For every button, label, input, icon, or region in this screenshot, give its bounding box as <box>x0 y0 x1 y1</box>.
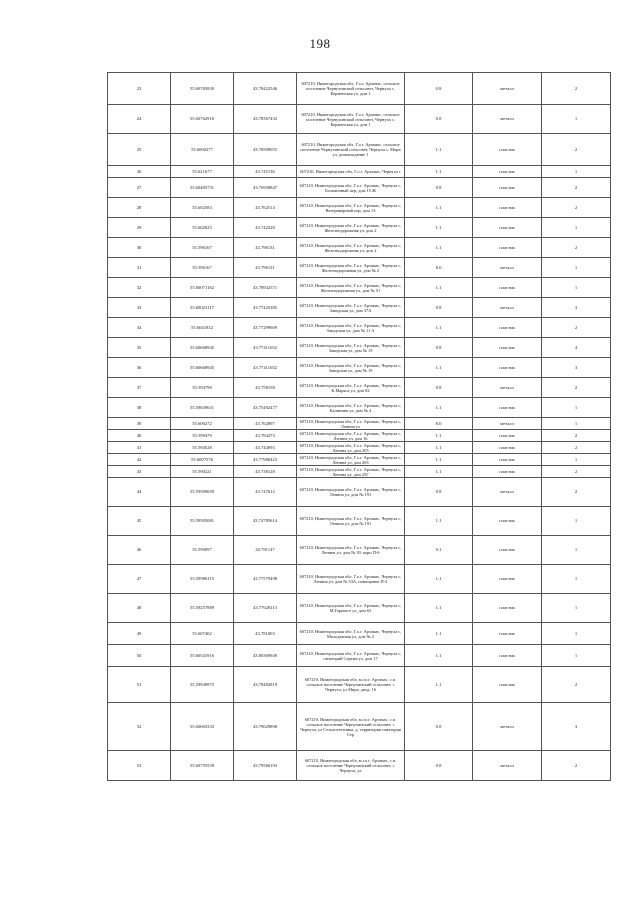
address-cell: 607210, Нижегородская обл, м.г.о.г. Арзамас, с.п. сельское поселение Чернухинский сельсовет, с Чернуха, ул Мира, двлд. 16 <box>297 667 405 703</box>
address-cell: 607210, Нижегородская обл, Г.о.г. Арзамас, сельское поселение Чернухинский сельсовет, Чернуха с, Керженская ул, дом 1 <box>297 105 405 134</box>
latitude-cell: 55.594799 <box>171 378 234 398</box>
table-row <box>108 623 611 645</box>
address-cell: 607210, Нижегородская обл, Г.о.г. Арзамас, Чернуха с, К.Маркса ул, дом 82 <box>297 378 405 398</box>
material-cell: пластик <box>473 198 542 218</box>
row-number: 44 <box>108 478 171 507</box>
volume-cell: 0.1 <box>405 536 473 565</box>
latitude-cell: 55.60405731 <box>171 178 234 198</box>
count-cell: 4 <box>542 338 611 358</box>
row-number: 25 <box>108 134 171 166</box>
volume-cell: 1.1 <box>405 466 473 478</box>
latitude-cell: 55.596167 <box>171 238 234 258</box>
material-cell: пластик <box>473 218 542 238</box>
longitude-cell: 43.77425385 <box>234 298 297 318</box>
address-cell: 607210, Нижегородская обл, Г.о.г. Арзамас, Чернуха с, Калинина ул, дом № 4 <box>297 398 405 418</box>
count-cell: 2 <box>542 134 611 166</box>
longitude-cell: 43.77411652 <box>234 358 297 378</box>
table-row <box>108 238 611 258</box>
address-cell: 607210, Нижегородская обл, Г.о.г. Арзамас, Чернуха с, Ленина ул, дом 203 <box>297 442 405 454</box>
volume-cell: 1.1 <box>405 198 473 218</box>
longitude-cell: 43.78482819 <box>234 667 297 703</box>
row-number: 26 <box>108 166 171 178</box>
address-cell: 607210, Нижегородская обл, Г.о.г. Арзамас, Чернуха с, Железнодорожная ул, дом 2 <box>297 238 405 258</box>
volume-cell: 0.8 <box>405 751 473 781</box>
address-cell: 607210, Нижегородская обл, Г.о.г. Арзамас, Чернуха с, Железнодорожная ул, дом № 2 <box>297 258 405 278</box>
volume-cell: 1.1 <box>405 645 473 667</box>
address-cell: 607210, Нижегородская обл, Г.о.г. Арзамас, Чернуха с, Заводская ул, дом 37А <box>297 298 405 318</box>
count-cell: 2 <box>542 478 611 507</box>
latitude-cell: 55.594528 <box>171 442 234 454</box>
longitude-cell: 43.781003 <box>234 623 297 645</box>
row-number: 24 <box>108 105 171 134</box>
volume-cell: 1.1 <box>405 667 473 703</box>
address-cell: 607210, Нижегородская обл, Г.о.г. Арзамас, Чернуха с, Заводская ул, дом № 19 <box>297 338 405 358</box>
material-cell: пластик <box>473 318 542 338</box>
material-cell: металл <box>473 105 542 134</box>
longitude-cell: 43.747612 <box>234 478 297 507</box>
material-cell: пластик <box>473 507 542 536</box>
count-cell: 1 <box>542 645 611 667</box>
count-cell: 2 <box>542 442 611 454</box>
row-number: 42 <box>108 454 171 466</box>
material-cell: пластик <box>473 338 542 358</box>
material-cell: пластик <box>473 565 542 594</box>
address-cell: 607210, Нижегородская обл, Г.о.г. Арзамас, Чернуха с, Ленина ул, дом № 53А, помещение П-2 <box>297 565 405 594</box>
row-number: 37 <box>108 378 171 398</box>
table-row <box>108 218 611 238</box>
address-cell: 607210, Нижегородская обл, Г.о.г. Арзамас, Чернуха с, Ленина ул, дом № 191 <box>297 507 405 536</box>
volume-cell: 8.0 <box>405 418 473 430</box>
material-cell: пластик <box>473 645 542 667</box>
longitude-cell: 43.79566193 <box>234 751 297 781</box>
row-number: 48 <box>108 594 171 623</box>
table-row <box>108 278 611 298</box>
volume-cell: 1.1 <box>405 430 473 442</box>
count-cell: 3 <box>542 358 611 378</box>
latitude-cell: 55.59949875 <box>171 667 234 703</box>
longitude-cell: 43.80369949 <box>234 645 297 667</box>
table-row <box>108 536 611 565</box>
longitude-cell: 43.77579498 <box>234 565 297 594</box>
row-number: 28 <box>108 198 171 218</box>
count-cell: 1 <box>542 398 611 418</box>
volume-cell: 0.8 <box>405 703 473 751</box>
table-row <box>108 507 611 536</box>
latitude-cell: 55.6000277 <box>171 134 234 166</box>
longitude-cell: 43.77628113 <box>234 594 297 623</box>
latitude-cell: 55.60071182 <box>171 278 234 298</box>
longitude-cell: 43.74785614 <box>234 507 297 536</box>
volume-cell: 1.1 <box>405 565 473 594</box>
volume-cell: 8.0 <box>405 258 473 278</box>
address-cell: 607210, Нижегородская обл, Г.о.г. Арзамас, Чернуха с, Ленина ул, дом 16 <box>297 430 405 442</box>
count-cell: 2 <box>542 378 611 398</box>
latitude-cell: 55.60755539 <box>171 751 234 781</box>
count-cell: 1 <box>542 454 611 466</box>
row-number: 36 <box>108 358 171 378</box>
address-cell: 607210, Нижегородская обл, Г.о.г. Арзамас, Чернуха с <box>297 166 405 178</box>
table-row <box>108 298 611 318</box>
longitude-cell: 43.78422546 <box>234 73 297 105</box>
latitude-cell: 55.59257889 <box>171 594 234 623</box>
latitude-cell: 55.59986115 <box>171 565 234 594</box>
latitude-cell: 55.6007576 <box>171 454 234 466</box>
table-row <box>108 318 611 338</box>
material-cell: металл <box>473 378 542 398</box>
longitude-cell: 43.79629898 <box>234 703 297 751</box>
table-body <box>108 73 611 781</box>
count-cell: 1 <box>542 536 611 565</box>
count-cell: 2 <box>542 238 611 258</box>
row-number: 43 <box>108 466 171 478</box>
latitude-cell: 55.602583 <box>171 198 234 218</box>
address-cell: 607210, Нижегородская обл, м.г.о.г. Арзамас, с.п. сельское поселение Чернухинский сельсовет, с Чернуха, ул Сельхозтехника, д. территория санатория Сер <box>297 703 405 751</box>
table-row <box>108 178 611 198</box>
address-cell: 607210, Нижегородская обл, Г.о.г. Арзамас, Чернуха с, Больничный пер, дом 15 Ж <box>297 178 405 198</box>
longitude-cell: 43.796131 <box>234 238 297 258</box>
material-cell: пластик <box>473 166 542 178</box>
address-cell: 607210, Нижегородская обл, Г.о.г. Арзамас, Чернуха с, Ленина ул, дом № 191 <box>297 478 405 507</box>
material-cell: пластик <box>473 358 542 378</box>
volume-cell: 1.1 <box>405 507 473 536</box>
material-cell: металл <box>473 418 542 430</box>
latitude-cell: 55.59509659 <box>171 478 234 507</box>
count-cell: 1 <box>542 218 611 238</box>
address-cell: 607210, Нижегородская обл, Г.о.г. Арзамас, Чернуха с, Молодежная ул, дом № 2 <box>297 623 405 645</box>
longitude-cell: 43.745136 <box>234 166 297 178</box>
row-number: 46 <box>108 536 171 565</box>
longitude-cell: 43.78367433 <box>234 105 297 134</box>
table-row <box>108 258 611 278</box>
row-number: 51 <box>108 667 171 703</box>
count-cell: 1 <box>542 166 611 178</box>
longitude-cell: 43.762514 <box>234 198 297 218</box>
table-row <box>108 565 611 594</box>
latitude-cell: 55.600272 <box>171 418 234 430</box>
table-row <box>108 478 611 507</box>
material-cell: металл <box>473 73 542 105</box>
count-cell: 2 <box>542 466 611 478</box>
table-row <box>108 418 611 430</box>
longitude-cell: 43.738128 <box>234 466 297 478</box>
volume-cell: 0.8 <box>405 178 473 198</box>
volume-cell: 1.1 <box>405 358 473 378</box>
volume-cell: 1.1 <box>405 594 473 623</box>
material-cell: пластик <box>473 536 542 565</box>
count-cell: 2 <box>542 667 611 703</box>
row-number: 40 <box>108 430 171 442</box>
address-cell: 607210, Нижегородская обл, Г.о.г. Арзамас, сельское поселение Чернухинский сельсовет, Чернуха с, Мира ул, домовладение 1 <box>297 134 405 166</box>
row-number: 33 <box>108 298 171 318</box>
address-cell: 607210, Нижегородская обл, Г.о.г. Арзамас, Чернуха с, Ленина ул <box>297 418 405 430</box>
longitude-cell: 43.77299609 <box>234 318 297 338</box>
volume-cell: 1.1 <box>405 318 473 338</box>
longitude-cell: 43.781147 <box>234 536 297 565</box>
longitude-cell: 43.76958847 <box>234 178 297 198</box>
table-row <box>108 166 611 178</box>
table-row <box>108 466 611 478</box>
latitude-cell: 55.599479 <box>171 430 234 442</box>
table-row <box>108 667 611 703</box>
count-cell: 1 <box>542 418 611 430</box>
volume-cell: 0.8 <box>405 298 473 318</box>
table-row <box>108 378 611 398</box>
row-number: 39 <box>108 418 171 430</box>
count-cell: 1 <box>542 594 611 623</box>
table-row <box>108 454 611 466</box>
material-cell: металл <box>473 298 542 318</box>
row-number: 41 <box>108 442 171 454</box>
material-cell: пластик <box>473 454 542 466</box>
row-number: 29 <box>108 218 171 238</box>
latitude-cell: 55.607402 <box>171 623 234 645</box>
volume-cell: 1.1 <box>405 238 473 258</box>
row-number: 35 <box>108 338 171 358</box>
volume-cell: 1.1 <box>405 398 473 418</box>
row-number: 27 <box>108 178 171 198</box>
container-sites-table <box>107 72 611 781</box>
table-row <box>108 338 611 358</box>
address-cell: 607210, Нижегородская обл, Г.о.г. Арзамас, Чернуха с, Ленина ул, дом 25Г <box>297 466 405 478</box>
material-cell: металл <box>473 703 542 751</box>
count-cell: 2 <box>542 198 611 218</box>
table-row <box>108 751 611 781</box>
row-number: 52 <box>108 703 171 751</box>
table-row <box>108 594 611 623</box>
row-number: 32 <box>108 278 171 298</box>
latitude-cell: 55.596167 <box>171 258 234 278</box>
row-number: 47 <box>108 565 171 594</box>
material-cell: пластик <box>473 594 542 623</box>
table-row <box>108 358 611 378</box>
row-number: 49 <box>108 623 171 645</box>
count-cell: 1 <box>542 623 611 645</box>
material-cell: пластик <box>473 442 542 454</box>
longitude-cell: 43.77980423 <box>234 454 297 466</box>
latitude-cell: 55.59659631 <box>171 398 234 418</box>
row-number: 38 <box>108 398 171 418</box>
longitude-cell: 43.77411652 <box>234 338 297 358</box>
count-cell: 1 <box>542 507 611 536</box>
count-cell: 2 <box>542 73 611 105</box>
volume-cell: 0.8 <box>405 338 473 358</box>
longitude-cell: 43.78509055 <box>234 134 297 166</box>
count-cell: 3 <box>542 298 611 318</box>
row-number: 31 <box>108 258 171 278</box>
address-cell: 607210, Нижегородская обл, Г.о.г. Арзамас, Чернуха с, санаторий Сережа ул, дом 17 <box>297 645 405 667</box>
address-cell: 607210, Нижегородская обл, Г.о.г. Арзамас, Чернуха с, Ленина ул, дом № 39, корп П-6 <box>297 536 405 565</box>
count-cell: 1 <box>542 105 611 134</box>
count-cell: 3 <box>542 703 611 751</box>
latitude-cell: 55.590221 <box>171 466 234 478</box>
material-cell: пластик <box>473 134 542 166</box>
count-cell: 2 <box>542 430 611 442</box>
longitude-cell: 43.744093 <box>234 442 297 454</box>
material-cell: пластик <box>473 238 542 258</box>
longitude-cell: 43.742328 <box>234 218 297 238</box>
longitude-cell: 43.762897 <box>234 418 297 430</box>
table-row <box>108 198 611 218</box>
count-cell: 2 <box>542 178 611 198</box>
longitude-cell: 43.796131 <box>234 258 297 278</box>
latitude-cell: 55.60762916 <box>171 105 234 134</box>
table-row <box>108 398 611 418</box>
row-number: 34 <box>108 318 171 338</box>
material-cell: пластик <box>473 278 542 298</box>
material-cell: пластик <box>473 178 542 198</box>
address-cell: 607210, Нижегородская обл, Г.о.г. Арзамас, Чернуха с, Заводская ул, дом № 11 А <box>297 318 405 338</box>
latitude-cell: 55.602025 <box>171 218 234 238</box>
volume-cell: 1.1 <box>405 134 473 166</box>
latitude-cell: 55.59505081 <box>171 507 234 536</box>
material-cell: пластик <box>473 398 542 418</box>
table-row <box>108 430 611 442</box>
material-cell: пластик <box>473 667 542 703</box>
row-number: 23 <box>108 73 171 105</box>
latitude-cell: 55.60541916 <box>171 645 234 667</box>
count-cell: 1 <box>542 278 611 298</box>
material-cell: металл <box>473 751 542 781</box>
address-cell: 607210, Нижегородская обл, Г.о.г. Арзамас, Чернуха с, Ветеринарный пер, дом 13 <box>297 198 405 218</box>
longitude-cell: 43.78932571 <box>234 278 297 298</box>
longitude-cell: 43.784273 <box>234 430 297 442</box>
table-row <box>108 703 611 751</box>
row-number: 45 <box>108 507 171 536</box>
material-cell: металл <box>473 258 542 278</box>
material-cell: пластик <box>473 623 542 645</box>
volume-cell: 1.1 <box>405 218 473 238</box>
table-row <box>108 134 611 166</box>
latitude-cell: 55.60023117 <box>171 298 234 318</box>
volume-cell: 1.1 <box>405 442 473 454</box>
count-cell: 1 <box>542 258 611 278</box>
row-number: 50 <box>108 645 171 667</box>
address-cell: 607210, Нижегородская обл, Г.о.г. Арзамас, Чернуха с, Ленина ул, дом 203 <box>297 454 405 466</box>
latitude-cell: 55.590097 <box>171 536 234 565</box>
material-cell: пластик <box>473 430 542 442</box>
count-cell: 1 <box>542 565 611 594</box>
longitude-cell: 43.75492477 <box>234 398 297 418</box>
address-cell: 607210, Нижегородская обл, Г.о.г. Арзамас, Чернуха с, Железнодорожная ул, дом 2 <box>297 218 405 238</box>
latitude-cell: 55.60765839 <box>171 73 234 105</box>
table-row <box>108 645 611 667</box>
page-number: 198 <box>309 36 331 51</box>
row-number: 30 <box>108 238 171 258</box>
volume-cell: 1.1 <box>405 623 473 645</box>
row-number: 53 <box>108 751 171 781</box>
volume-cell: 0.8 <box>405 378 473 398</box>
table-row <box>108 105 611 134</box>
count-cell: 2 <box>542 751 611 781</box>
volume-cell: 1.1 <box>405 166 473 178</box>
address-cell: 607210, Нижегородская обл, Г.о.г. Арзамас, сельское поселение Чернухинский сельсовет, Чернуха с, Керженская ул, дом 1 <box>297 73 405 105</box>
latitude-cell: 55.60668945 <box>171 358 234 378</box>
longitude-cell: 43.758158 <box>234 378 297 398</box>
address-cell: 607210, Нижегородская обл, Г.о.г. Арзамас, Чернуха с, Заводская ул, дом № 19 <box>297 358 405 378</box>
volume-cell: 1.1 <box>405 454 473 466</box>
latitude-cell: 55.621677 <box>171 166 234 178</box>
volume-cell: 0.8 <box>405 478 473 507</box>
material-cell: пластик <box>473 466 542 478</box>
latitude-cell: 55.6041832 <box>171 318 234 338</box>
table-row <box>108 73 611 105</box>
address-cell: 607210, Нижегородская обл, Г.о.г. Арзамас, Чернуха с, М.Горького ул, дом 63 <box>297 594 405 623</box>
material-cell: металл <box>473 478 542 507</box>
address-cell: 607210, Нижегородская обл, м.г.о.г. Арзамас, с.п. сельское поселение Чернухинский сельсовет, с Чернуха, ул <box>297 751 405 781</box>
volume-cell: 0.8 <box>405 73 473 105</box>
volume-cell: 1.1 <box>405 278 473 298</box>
table-row <box>108 442 611 454</box>
address-cell: 607210, Нижегородская обл, Г.о.г. Арзамас, Чернуха с, Железнодорожная ул, дом № 51 <box>297 278 405 298</box>
latitude-cell: 55.60603333 <box>171 703 234 751</box>
volume-cell: 0.8 <box>405 105 473 134</box>
latitude-cell: 55.60668945 <box>171 338 234 358</box>
count-cell: 2 <box>542 318 611 338</box>
